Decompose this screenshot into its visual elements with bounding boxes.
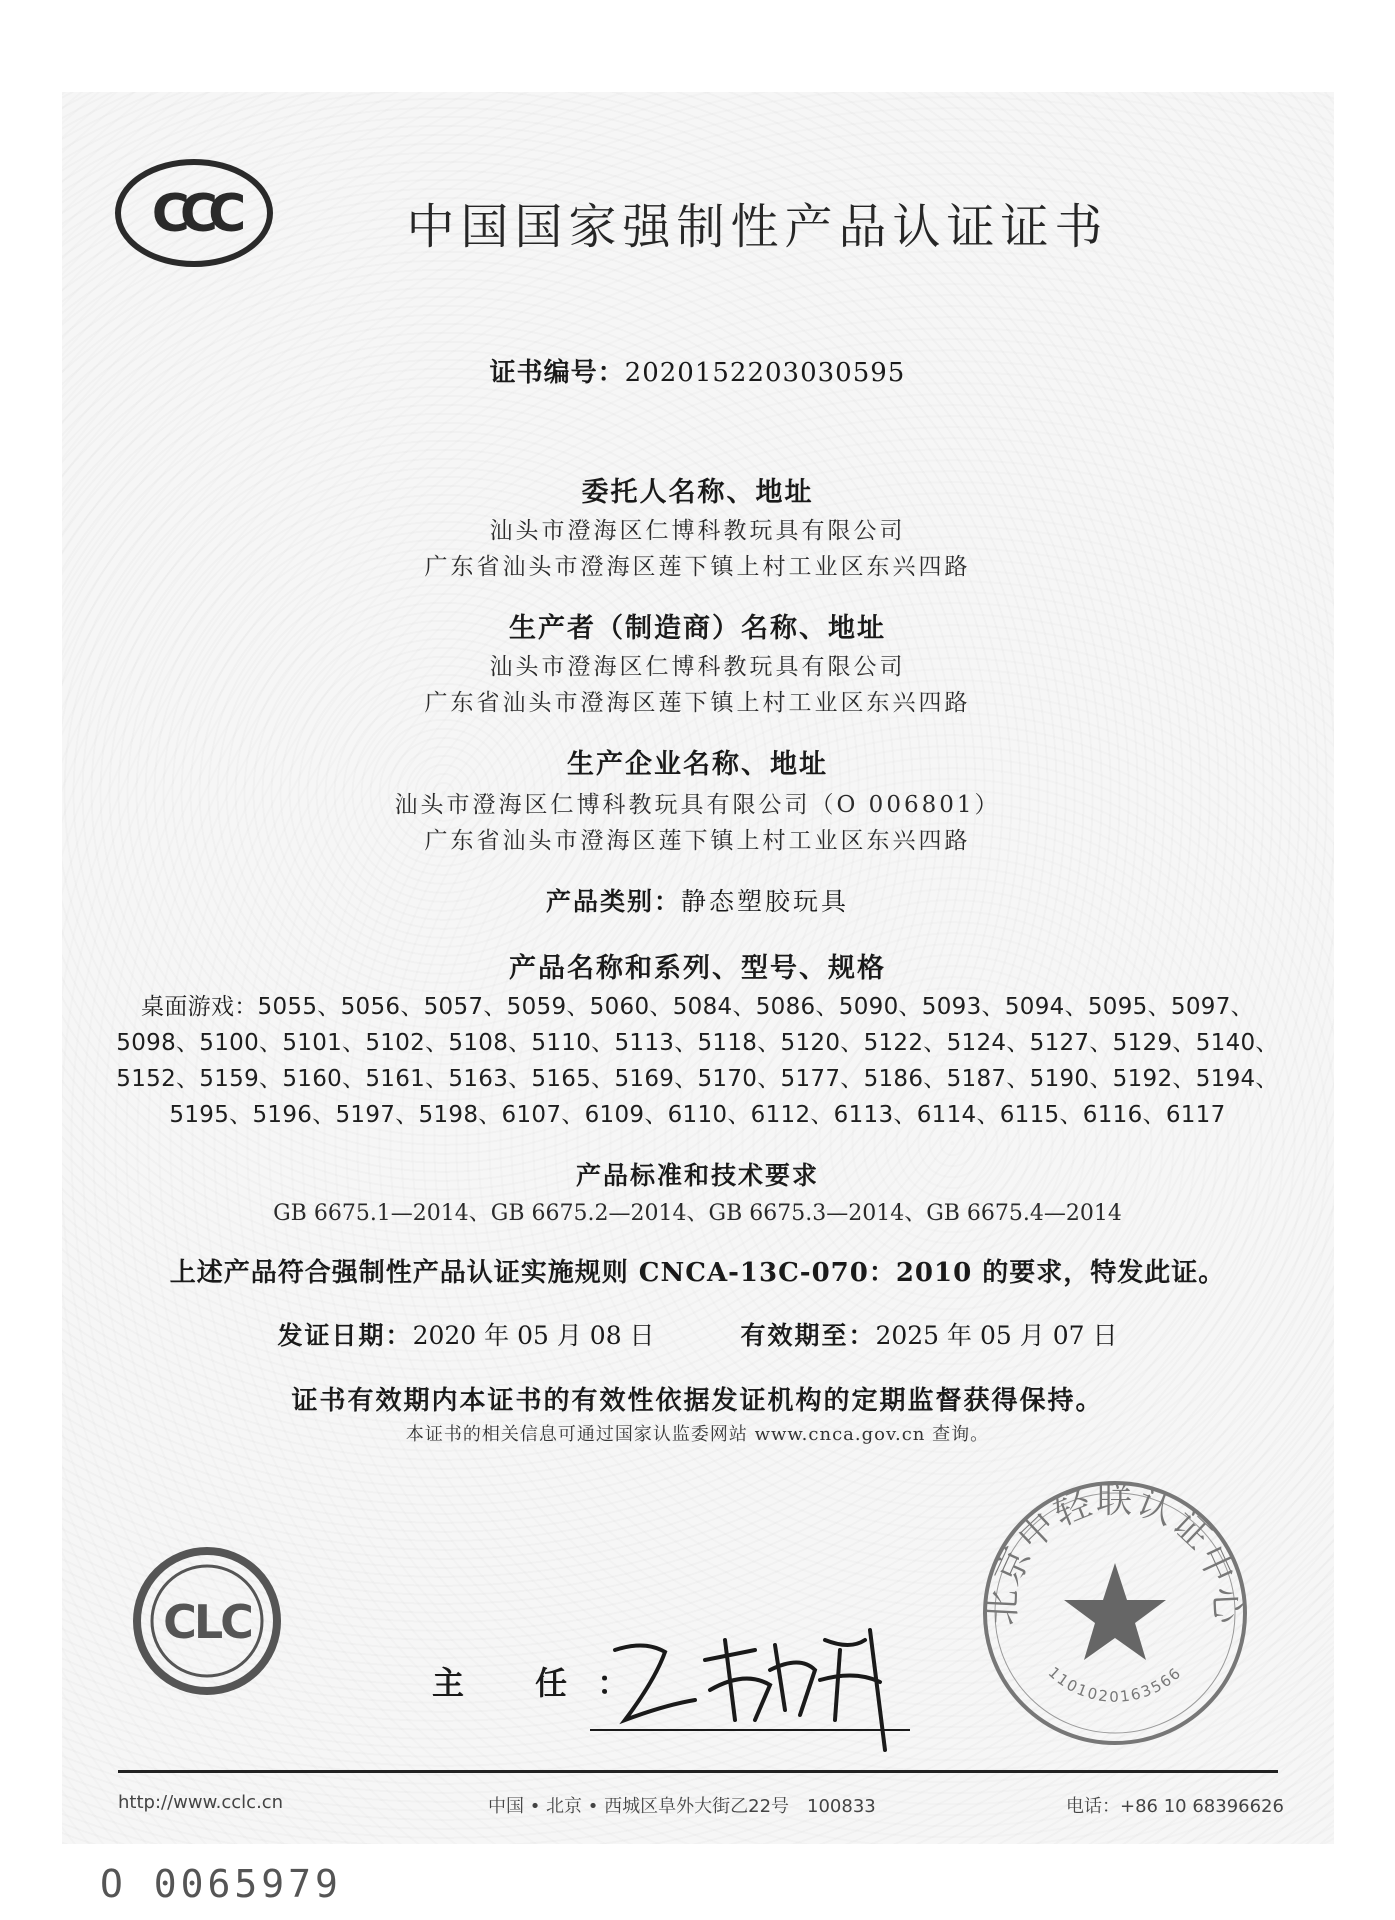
footer-divider (118, 1770, 1278, 1773)
certificate-number (0, 352, 1395, 389)
svg-text:CCC: CCC (151, 184, 237, 244)
manufacturer-address: 广东省汕头市澄海区莲下镇上村工业区东兴四路 (424, 690, 971, 716)
models-line: 5098、5100、5101、5102、5108、5110、5113、5118、5120、5122、5124、5127、5129、5140、 (116, 1030, 1279, 1056)
issue-date-label: 发证日期： (277, 1321, 413, 1350)
models-line: 5152、5159、5160、5161、5163、5165、5169、5170、5177、5186、5187、5190、5192、5194、 (116, 1066, 1279, 1092)
svg-text:北京中轻联认证中心: 北京中轻联认证中心 (982, 1479, 1248, 1627)
factory-address: 广东省汕头市澄海区莲下镇上村工业区东兴四路 (424, 828, 971, 854)
cert-no-label: 证书编号： (489, 358, 625, 388)
svg-text:CLC: CLC (163, 1595, 251, 1649)
svg-text:1101020163566: 1101020163566 (1044, 1663, 1186, 1706)
manufacturer-name: 汕头市澄海区仁博科教玩具有限公司 (489, 654, 906, 680)
issue-date-value: 2020 年 05 月 08 日 (412, 1321, 655, 1350)
director-label: 主 任： (432, 1664, 660, 1702)
models-line: 5195、5196、5197、5198、6107、6109、6110、6112、6113、6114、6115、6116、6117 (169, 1102, 1226, 1128)
footer-address: 中国 • 北京 • 西城区阜外大街乙22号 100833 (488, 1796, 876, 1817)
expiry-value: 2025 年 05 月 07 日 (875, 1321, 1118, 1350)
clc-logo (132, 1546, 282, 1696)
website-note: 本证书的相关信息可通过国家认监委网站 www.cnca.gov.cn 查询。 (405, 1424, 990, 1445)
compliance-statement: 上述产品符合强制性产品认证实施规则 CNCA-13C-070：2010 的要求，特发此证。 (169, 1258, 1226, 1288)
serial-number: O 0065979 (100, 1862, 342, 1906)
client-name: 汕头市澄海区仁博科教玩具有限公司 (489, 518, 906, 544)
footer-url: http://www.cclc.cn (118, 1792, 284, 1813)
expiry-label: 有效期至： (740, 1321, 876, 1350)
certificate-title: 中国国家强制性产品认证证书 (406, 199, 1109, 255)
models-heading: 产品名称和系列、型号、规格 (509, 953, 886, 984)
cert-no-value: 2020152203030595 (624, 358, 906, 388)
factory-heading: 生产企业名称、地址 (567, 749, 828, 780)
official-seal (980, 1478, 1250, 1748)
client-heading: 委托人名称、地址 (581, 477, 814, 508)
product-category (0, 882, 1395, 918)
footer-phone: 电话：+86 10 68396626 (1066, 1796, 1284, 1817)
client-address: 广东省汕头市澄海区莲下镇上村工业区东兴四路 (424, 554, 971, 580)
validity-note: 证书有效期内本证书的有效性依据发证机构的定期监督获得保持。 (291, 1386, 1104, 1416)
standards-heading: 产品标准和技术要求 (575, 1161, 819, 1190)
factory-name: 汕头市澄海区仁博科教玩具有限公司（O 006801） (394, 792, 1001, 818)
standards-value: GB 6675.1—2014、GB 6675.2—2014、GB 6675.3—2014、GB 6675.4—2014 (273, 1201, 1122, 1226)
manufacturer-heading: 生产者（制造商）名称、地址 (509, 613, 886, 644)
category-label: 产品类别： (545, 887, 681, 916)
models-line: 桌面游戏：5055、5056、5057、5059、5060、5084、5086、5090、5093、5094、5095、5097、 (141, 994, 1254, 1020)
validity-dates (0, 1316, 1395, 1352)
director-signature (585, 1610, 915, 1760)
category-value: 静态塑胶玩具 (681, 887, 850, 916)
